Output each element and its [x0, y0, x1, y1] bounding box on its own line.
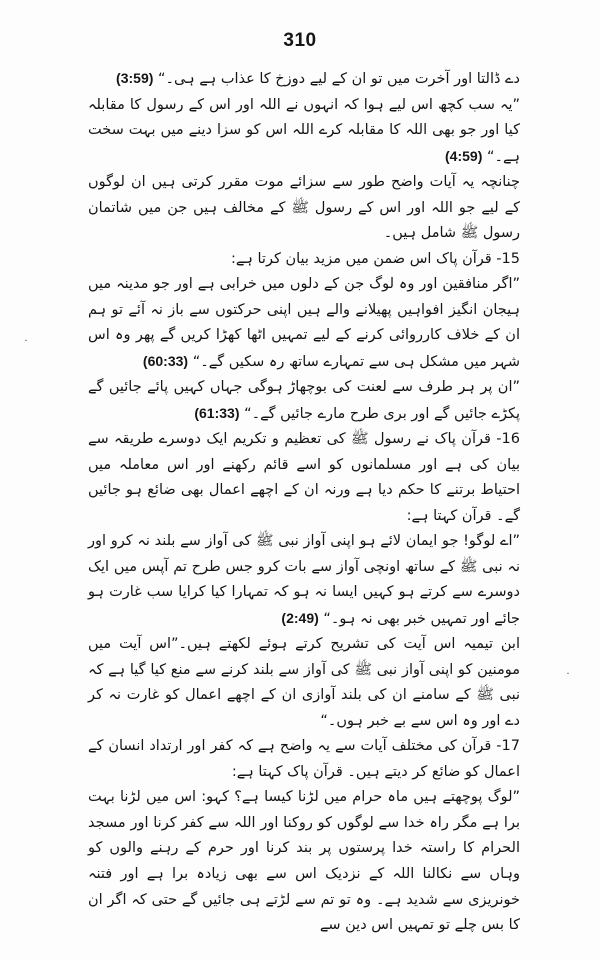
paragraph-text: چنانچہ یہ آیات واضح طور سے سزائے موت مقرر کرتی ہیں ان لوگوں کے لیے جو اللہ اور اس کے رسول ﷺ کے مخالف ہیں جن میں شاتمان رسول ﷺ شامل ہیں۔ [88, 174, 520, 242]
paragraph [88, 66, 520, 93]
paragraph [88, 734, 520, 785]
paragraph-text: ”ان پر ہر طرف سے لعنت کی بوچھاڑ ہوگی جہاں کہیں پائے جائیں گے پکڑے جائیں گے اور بری طرح مارے جائیں گے۔“ [88, 379, 520, 422]
verse-reference: (3:59) [116, 70, 154, 86]
verse-reference: (2:49) [281, 609, 319, 626]
paragraph-text: ”لوگ پوچھتے ہیں ماہ حرام میں لڑنا کیسا ہے؟ کہو: اس میں لڑنا بہت برا ہے مگر راہ خدا سے لوگوں کو روکنا اور اللہ سے کفر کرنا اور مسجد الحرام کا راستہ خدا پرستوں پر بند کرنا اور حرم کے رہنے والوں کو وہاں سے نکالنا اللہ کے نزدیک اس سے بھی زیادہ برا ہے اور فتنہ خونریزی سے شدید ہے۔ وہ تو تم سے لڑتے ہی جائیں گے حتی کہ اگر ان کا بس چلے تو تمہیں اس دین سے [88, 789, 520, 934]
verse-reference: (61:33) [194, 404, 240, 421]
paragraph [88, 632, 520, 734]
paragraph [88, 375, 520, 427]
verse-reference: (60:33) [142, 352, 189, 369]
body-text [88, 66, 520, 939]
paragraph [88, 247, 520, 273]
paragraph [88, 785, 520, 938]
paragraph-text: 15- قرآن پاک اس ضمن میں مزید بیان کرتا ہے: [231, 250, 520, 267]
paragraph [88, 427, 520, 529]
paragraph-text: ”اگر منافقین اور وہ لوگ جن کے دلوں میں خرابی ہے اور جو مدینہ میں ہیجان انگیز افواہیں پھیلانے والے ہیں اپنی حرکتوں سے باز نہ آئے تو ہم ان کے خلاف کارروائی کرنے کے لیے تمہیں اٹھا کھڑا کریں گے پھر وہ اس شہر میں مشکل ہی سے تمہارے ساتھ رہ سکیں گے۔“ [88, 276, 520, 370]
verse-reference: (4:59) [445, 147, 483, 164]
paragraph [88, 170, 520, 247]
paragraph-text: ابن تیمیہ اس آیت کی تشریح کرتے ہوئے لکھتے ہیں۔”اس آیت میں مومنین کو اپنی آواز نبی ﷺ کی آواز سے بلند کرنے سے منع کیا گیا ہے کہ نبی ﷺ کے سامنے ان کی بلند آوازی ان کے اچھے اعمال کو غارت نہ کر دے اور وہ اس سے بے خبر ہوں۔“ [88, 636, 520, 729]
paragraph-text: 16- قرآن پاک نے رسول ﷺ کی تعظیم و تکریم ایک دوسرے طریقہ سے بیان کی ہے اور مسلمانوں کو اسے قائم رکھنے اور اس معاملہ میں احتیاط برتنے کا حکم دیا ہے ورنہ ان کے اچھے اعمال بھی ضائع ہو جائیں گے۔ قرآن کہتا ہے: [88, 431, 520, 524]
margin-mark: · [566, 666, 570, 680]
paragraph [88, 529, 520, 632]
page-number: 310 [283, 30, 317, 51]
paragraph-text: ”اے لوگو! جو ایمان لائے ہو اپنی آواز نبی ﷺ کی آواز سے بلند نہ کرو اور نہ نبی ﷺ کے ساتھ اونچی آواز سے بات کرو جس طرح تم آپس میں ایک دوسرے سے کرتے ہو کہیں ایسا نہ ہو کہ تمہارا کیا کرایا سب غارت ہو جائے اور تمہیں خبر بھی نہ ہو۔“ [88, 533, 520, 627]
margin-mark: · [24, 333, 28, 347]
paragraph-text: دے ڈالتا اور آخرت میں تو ان کے لیے دوزخ کا عذاب ہے ہی۔“ [158, 71, 520, 87]
paragraph-text: 17- قرآن کی مختلف آیات سے یہ واضح ہے کہ کفر اور ارتداد انسان کے اعمال کو ضائع کر دیتے ہیں۔ قرآن پاک کہتا ہے: [88, 738, 520, 780]
paragraph [88, 93, 520, 171]
paragraph-text: ”یہ سب کچھ اس لیے ہوا کہ انہوں نے اللہ اور اس کے رسول کا مقابلہ کیا اور جو بھی اللہ کا مقابلہ کرے اللہ اس کو سزا دینے میں بہت سخت ہے۔“ [88, 96, 520, 165]
paragraph [88, 272, 520, 375]
